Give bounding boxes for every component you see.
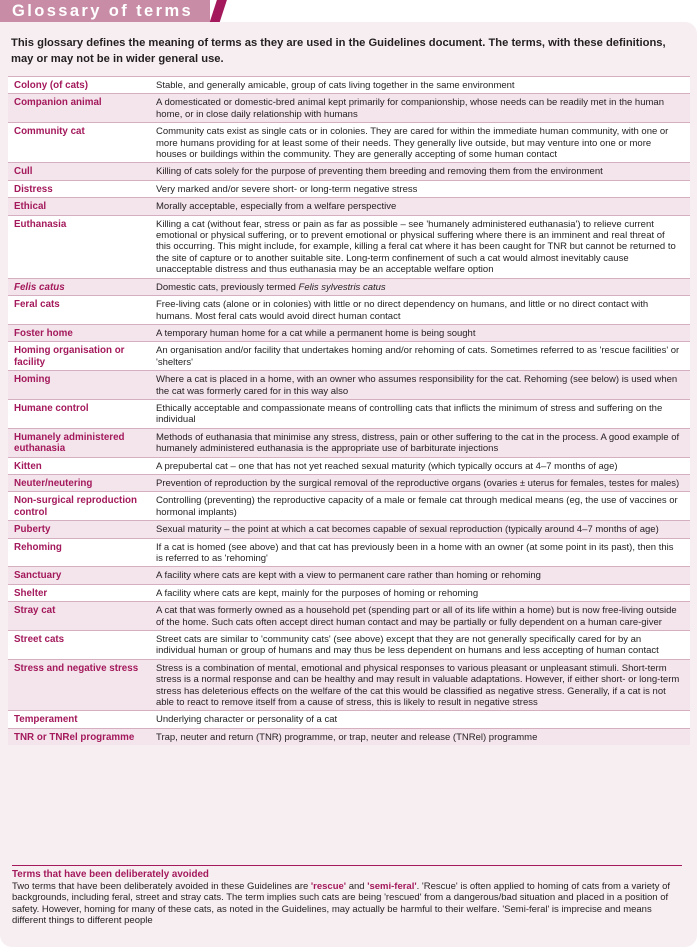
- glossary-term: Foster home: [14, 327, 73, 339]
- glossary-row: [8, 491, 690, 520]
- glossary-term: Colony (of cats): [14, 80, 89, 91]
- glossary-term: TNR or TNRel programme: [14, 731, 135, 743]
- glossary-term: Homing organisation or facility: [14, 345, 125, 368]
- glossary-definition: Prevention of reproduction by the surgical removal of the reproductive organs (ovaries ± uterus for females, testes for males): [156, 477, 680, 489]
- glossary-term: Neuter/neutering: [14, 477, 93, 489]
- glossary-row: [8, 197, 690, 214]
- title-banner: [0, 0, 210, 24]
- glossary-row: [8, 295, 690, 324]
- glossary-term: Distress: [14, 183, 53, 195]
- glossary-term: Cull: [14, 166, 33, 178]
- glossary-row: [8, 457, 690, 474]
- glossary-definition: Controlling (preventing) the reproductive capacity of a male or female cat through medical means (eg, the use of vaccines or hormonal implants): [156, 495, 678, 518]
- glossary-definition: A cat that was formerly owned as a household pet (spending part or all of its life within a home) but is now free-living outside of the home. Such cats often accept direct human contact and may be partially or fully dependent on a human care-giver: [156, 605, 677, 628]
- glossary-row: [8, 324, 690, 341]
- glossary-definition: Ethically acceptable and compassionate means of controlling cats that inflicts the minimum of stress and suffering on the individual: [156, 402, 663, 426]
- glossary-row: [8, 584, 690, 601]
- glossary-row: [8, 659, 690, 711]
- glossary-row: [8, 180, 690, 197]
- glossary-row: [8, 162, 690, 179]
- avoided-terms-title: Terms that have been deliberately avoided: [12, 869, 209, 880]
- glossary-definition: A facility where cats are kept, mainly for the purposes of homing or rehoming: [156, 587, 479, 599]
- glossary-table: [8, 76, 690, 745]
- glossary-definition: Free-living cats (alone or in colonies) with little or no direct dependency on humans, and little or no direct contact with humans. Most feral cats would avoid direct human contact: [156, 299, 649, 322]
- glossary-definition: Sexual maturity – the point at which a cat becomes capable of sexual reproduction (typically around 4–7 months of age): [156, 524, 659, 536]
- glossary-definition: Where a cat is placed in a home, with an owner who assumes responsibility for the cat. Rehoming (see below) is used when the cat was formerly cared for in this way also: [156, 374, 678, 397]
- glossary-term: Stress and negative stress: [14, 662, 139, 674]
- glossary-row: [8, 341, 690, 370]
- glossary-row: [8, 728, 690, 745]
- glossary-row: [8, 520, 690, 537]
- glossary-row: [8, 601, 690, 630]
- glossary-term: Humanely administered euthanasia: [14, 431, 125, 455]
- glossary-row: [8, 278, 690, 295]
- glossary-definition: Morally acceptable, especially from a welfare perspective: [156, 201, 397, 213]
- glossary-term: Ethical: [14, 201, 47, 213]
- glossary-row: [8, 566, 690, 583]
- glossary-definition: Community cats exist as single cats or in colonies. They are cared for within the immediate human community, with one or more humans providing for at least some of their needs. They generally live outside, but may venture into one or more houses or buildings within the community. They are generally accepting of some human contact: [156, 126, 669, 161]
- intro-text: This glossary defines the meaning of terms as they are used in the Guidelines document. The terms, with these definitions, may or may not be in wider general use.: [11, 37, 666, 65]
- glossary-term: Shelter: [14, 587, 48, 599]
- glossary-definition: Trap, neuter and return (TNR) programme, or trap, neuter and release (TNRel) programme: [156, 731, 538, 743]
- glossary-definition: A facility where cats are kept with a view to permanent care rather than homing or rehoming: [156, 570, 541, 582]
- glossary-term: Euthanasia: [14, 218, 67, 230]
- avoided-text-pre: Two terms that have been deliberately avoided in these Guidelines are: [12, 880, 311, 892]
- avoided-terms-text: [12, 881, 682, 927]
- glossary-definition: Street cats are similar to 'community cats' (see above) except that they are not generally specifically cared for by an individual human or group of humans and may thus be less dependent on humans and less accepting of human contact: [156, 634, 659, 657]
- glossary-definition: Very marked and/or severe short- or long-term negative stress: [156, 183, 418, 195]
- glossary-definition: Killing of cats solely for the purpose of preventing them breeding and removing them from the environment: [156, 166, 603, 178]
- glossary-row: [8, 370, 690, 399]
- avoided-text-and: and: [346, 880, 368, 892]
- glossary-definition: A prepubertal cat – one that has not yet reached sexual maturity (which typically occurs at 4–7 months of age): [156, 460, 618, 472]
- glossary-definition: An organisation and/or facility that undertakes homing and/or rehoming of cats. Sometimes referred to as 'rescue facilities' or 'shelters': [156, 345, 680, 368]
- avoided-terms-box: [12, 865, 682, 927]
- avoided-term-semi-feral: 'semi-feral': [367, 880, 417, 892]
- glossary-row: [8, 428, 690, 457]
- glossary-term: Puberty: [14, 524, 51, 536]
- glossary-term: Sanctuary: [14, 570, 62, 582]
- glossary-term: Temperament: [14, 714, 78, 726]
- glossary-definition: Killing a cat (without fear, stress or pain as far as possible – see 'humanely administered euthanasia') to relieve current emotional or physical suffering, or to prevent emotional or physical suffering where there is an imminent and real threat of this occurring. This might include, for example, killing a feral cat where it has been caught for TNR but cannot be returned to the site of capture or to another suitable site. Long-term confinement of such a cat would almost inevitably cause unacceptable distress and thus euthanasia may be an acceptable welfare option: [156, 218, 676, 276]
- glossary-row: [8, 399, 690, 428]
- glossary-row: [8, 710, 690, 727]
- glossary-row: [8, 538, 690, 567]
- glossary-row: [8, 474, 690, 491]
- glossary-definition: Methods of euthanasia that minimise any stress, distress, pain or other suffering to the cat in the process. A good example of humanely administered euthanasia is the appropriate use of barbiturate injections: [156, 431, 680, 455]
- glossary-definition: Underlying character or personality of a cat: [156, 714, 338, 726]
- glossary-term: Companion animal: [14, 97, 102, 109]
- glossary-term: Felis catus: [14, 281, 65, 293]
- avoided-text-post: . 'Rescue' is often applied to homing of cats from a variety of backgrounds, including feral, street and stray cats. The term implies such cats are being 'rescued' from a dangerous/bad situation and placed in a position of safety. However, homing for many of these cats, as noted in the Guidelines, may actually be harmful to their welfare. 'Semi-feral' is imprecise and means different things to different people: [12, 880, 671, 927]
- accent-slash: [209, 0, 227, 24]
- glossary-term: Non-surgical reproduction control: [14, 495, 138, 518]
- glossary-term: Rehoming: [14, 541, 62, 553]
- glossary-term: Humane control: [14, 402, 89, 414]
- glossary-row: [8, 630, 690, 659]
- glossary-definition: A domesticated or domestic-bred animal kept primarily for companionship, whose needs can be readily met in the human home, or in close daily relationship with humans: [156, 97, 664, 120]
- glossary-definition: A temporary human home for a cat while a permanent home is being sought: [156, 327, 476, 339]
- glossary-row: [8, 215, 690, 278]
- glossary-term: Homing: [14, 374, 51, 386]
- glossary-definition: Stable, and generally amicable, group of cats living together in the same environment: [156, 80, 515, 91]
- avoided-term-rescue: 'rescue': [310, 880, 347, 892]
- glossary-row: [8, 76, 690, 93]
- glossary-term: Kitten: [14, 460, 42, 472]
- definition-italic-text: Felis sylvestris catus: [298, 281, 386, 293]
- glossary-term: Stray cat: [14, 605, 56, 617]
- glossary-definition: Stress is a combination of mental, emotional and physical responses to various pleasant or unpleasant stimuli. Short-term stress is a normal response and can be healthy and may result in valuable adaptations. However, if either short- or long-term stress has deleterious effects on the welfare of the cat this would be classified as negative stress. Generally, if a cat is not able to react to remove itself from a cause of stress, this is likely to result in negative stress: [156, 662, 680, 709]
- definition-text: Domestic cats, previously termed: [156, 281, 299, 293]
- page-title: Glossary of terms: [12, 2, 194, 20]
- glossary-term: Street cats: [14, 634, 65, 646]
- glossary-term: Feral cats: [14, 299, 60, 311]
- glossary-term: Community cat: [14, 126, 85, 138]
- glossary-row: [8, 122, 690, 162]
- glossary-definition: [152, 279, 690, 295]
- glossary-row: [8, 93, 690, 122]
- glossary-definition: If a cat is homed (see above) and that cat has previously been in a home with an owner (at some point in its past), then this is referred to as 'rehoming': [156, 541, 674, 564]
